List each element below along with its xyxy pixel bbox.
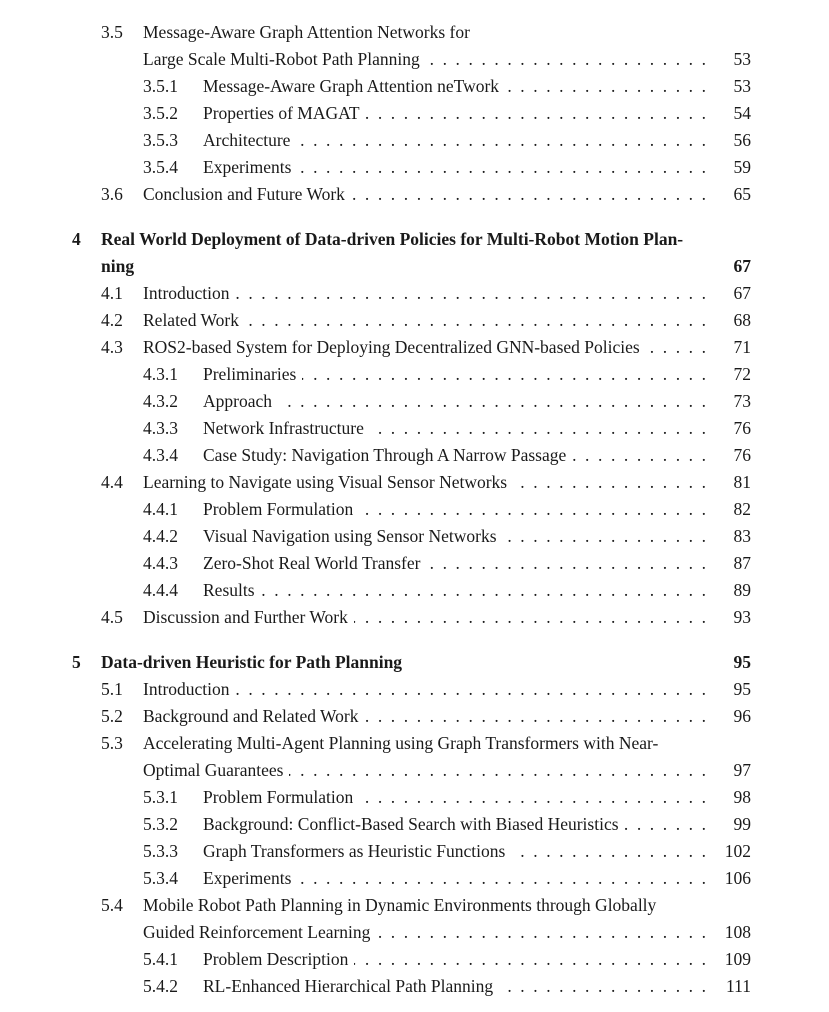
toc-entry-title-wrap xyxy=(203,388,708,415)
toc-entry-title-wrap xyxy=(143,604,708,631)
toc-entry-page-number[interactable]: 67 xyxy=(733,256,751,276)
toc-entry-title[interactable]: Related Work xyxy=(143,307,245,334)
toc-entry-title[interactable]: Preliminaries xyxy=(203,361,302,388)
toc-entry-page-number[interactable]: 53 xyxy=(733,76,751,96)
toc-entry-number: 4.3.2 xyxy=(143,391,178,411)
dot-leader xyxy=(370,415,708,442)
toc-entry-title-wrap xyxy=(203,838,708,865)
toc-entry-number: 5.1 xyxy=(101,679,123,699)
dot-leader xyxy=(366,100,708,127)
toc-entry-section[interactable] xyxy=(0,604,829,631)
toc-entry-title[interactable]: Introduction xyxy=(143,676,236,703)
toc-entry-page-number[interactable]: 95 xyxy=(733,679,751,699)
toc-entry-title-wrap xyxy=(143,334,708,361)
toc-entry-title-wrap xyxy=(143,892,708,919)
toc-entry-title[interactable]: Data-driven Heuristic for Path Planning xyxy=(101,649,408,676)
dot-leader xyxy=(513,469,708,496)
toc-entry-page-number[interactable]: 65 xyxy=(733,184,751,204)
toc-entry-section[interactable] xyxy=(0,676,829,703)
toc-entry-number: 5.4.2 xyxy=(143,976,178,996)
dot-leader xyxy=(426,46,708,73)
toc-entry-page-number[interactable]: 81 xyxy=(733,472,751,492)
dot-leader xyxy=(354,604,708,631)
toc-entry-sub[interactable] xyxy=(0,100,829,127)
dot-leader xyxy=(354,946,708,973)
toc-entry-number: 5.3.1 xyxy=(143,787,178,807)
toc-entry-title-wrap xyxy=(143,46,708,73)
toc-entry-title[interactable]: Conclusion and Future Work xyxy=(143,181,351,208)
toc-entry-sub[interactable] xyxy=(0,865,829,892)
toc-entry-title-wrap xyxy=(203,550,708,577)
toc-entry-title-wrap xyxy=(143,730,708,757)
toc-entry-number: 4.3 xyxy=(101,337,123,357)
toc-entry-number: 4.3.4 xyxy=(143,445,178,465)
toc-entry-page-number[interactable]: 102 xyxy=(724,841,751,861)
dot-leader xyxy=(511,838,708,865)
toc-entry-sub[interactable] xyxy=(0,577,829,604)
toc-entry-title-wrap xyxy=(143,703,708,730)
toc-entry-chapter[interactable] xyxy=(0,649,829,676)
toc-entry-title-wrap xyxy=(203,577,708,604)
dot-leader xyxy=(245,307,708,334)
toc-entry-section[interactable] xyxy=(0,307,829,334)
toc-entry-title-wrap xyxy=(143,280,708,307)
toc-entry-sub[interactable] xyxy=(0,73,829,100)
toc-entry-title[interactable]: Optimal Guarantees xyxy=(143,757,289,784)
toc-entry-page-number[interactable]: 87 xyxy=(733,553,751,573)
toc-entry-sub[interactable] xyxy=(0,523,829,550)
dot-leader xyxy=(297,865,708,892)
toc-entry-page-number[interactable]: 97 xyxy=(733,760,751,780)
toc-entry-page-number[interactable]: 93 xyxy=(733,607,751,627)
toc-entry-page-number[interactable]: 83 xyxy=(733,526,751,546)
dot-leader xyxy=(426,550,708,577)
toc-entry-title[interactable]: Real World Deployment of Data-driven Policies for Multi-Robot Motion Plan- xyxy=(101,226,689,253)
toc-entry-page-number[interactable]: 54 xyxy=(733,103,751,123)
toc-entry-title[interactable]: Message-Aware Graph Attention Networks for xyxy=(143,19,476,46)
toc-entry-page-number[interactable]: 96 xyxy=(733,706,751,726)
dot-leader xyxy=(359,496,708,523)
toc-entry-title-wrap xyxy=(143,676,708,703)
toc-entry-page-number[interactable]: 67 xyxy=(733,283,751,303)
toc-entry-sub[interactable] xyxy=(0,127,829,154)
toc-entry-title-wrap xyxy=(143,919,708,946)
toc-entry-number: 5 xyxy=(72,652,81,672)
toc-entry-title-wrap xyxy=(203,361,708,388)
toc-entry-section[interactable] xyxy=(0,46,829,73)
toc-entry-number: 4.4 xyxy=(101,472,123,492)
toc-entry-title[interactable]: Properties of MAGAT xyxy=(203,100,366,127)
dot-leader xyxy=(236,280,708,307)
toc-entry-sub[interactable] xyxy=(0,154,829,181)
toc-entry-sub[interactable] xyxy=(0,550,829,577)
dot-leader xyxy=(297,154,708,181)
toc-entry-title[interactable]: Discussion and Further Work xyxy=(143,604,354,631)
toc-entry-number: 4.3.1 xyxy=(143,364,178,384)
toc-entry-page-number[interactable]: 76 xyxy=(733,418,751,438)
toc-entry-number: 5.4 xyxy=(101,895,123,915)
toc-entry-page-number[interactable]: 73 xyxy=(733,391,751,411)
toc-entry-number: 4.4.1 xyxy=(143,499,178,519)
dot-leader xyxy=(499,973,708,1000)
dot-leader xyxy=(236,676,708,703)
toc-entry-title[interactable]: Architecture xyxy=(203,127,296,154)
toc-entry-number: 4.4.4 xyxy=(143,580,178,600)
toc-entry-title-wrap xyxy=(203,415,708,442)
toc-entry-number: 4.4.2 xyxy=(143,526,178,546)
toc-entry-title[interactable]: Introduction xyxy=(143,280,236,307)
dot-leader xyxy=(376,919,708,946)
toc-entry-number: 4.5 xyxy=(101,607,123,627)
toc-entry-number: 4.4.3 xyxy=(143,553,178,573)
toc-entry-title-wrap xyxy=(203,865,708,892)
toc-entry-page-number[interactable]: 53 xyxy=(733,49,751,69)
toc-entry-title-wrap xyxy=(203,946,708,973)
dot-leader xyxy=(505,73,708,100)
toc-entry-sub[interactable] xyxy=(0,811,829,838)
toc-entry-title[interactable]: Mobile Robot Path Planning in Dynamic Environments through Globally xyxy=(143,892,662,919)
toc-entry-page-number[interactable]: 72 xyxy=(733,364,751,384)
toc-entry-section[interactable] xyxy=(0,280,829,307)
toc-entry-title[interactable]: Case Study: Navigation Through A Narrow Passage xyxy=(203,442,572,469)
toc-entry-title-wrap xyxy=(101,226,741,253)
dot-leader xyxy=(646,334,708,361)
toc-entry-section[interactable] xyxy=(0,181,829,208)
toc-entry-page-number[interactable]: 99 xyxy=(733,814,751,834)
toc-entry-page-number[interactable]: 56 xyxy=(733,130,751,150)
toc-entry-sub[interactable] xyxy=(0,838,829,865)
toc-entry-sub[interactable] xyxy=(0,361,829,388)
toc-entry-page-number[interactable]: 108 xyxy=(724,922,751,942)
toc-entry-number: 3.5.4 xyxy=(143,157,178,177)
toc-entry-page-number[interactable]: 98 xyxy=(733,787,751,807)
toc-entry-number: 5.2 xyxy=(101,706,123,726)
dot-leader xyxy=(296,127,708,154)
toc-entry-title-wrap xyxy=(143,469,708,496)
toc-entry-title-wrap xyxy=(203,100,708,127)
toc-entry-sub[interactable] xyxy=(0,973,829,1000)
toc-entry-title[interactable]: Large Scale Multi-Robot Path Planning xyxy=(143,46,426,73)
toc-entry-section[interactable] xyxy=(0,757,829,784)
toc-entry-number: 3.5.1 xyxy=(143,76,178,96)
toc-entry-title[interactable]: Message-Aware Graph Attention neTwork xyxy=(203,73,505,100)
toc-entry-title[interactable]: RL-Enhanced Hierarchical Path Planning xyxy=(203,973,499,1000)
toc-entry-page-number[interactable]: 89 xyxy=(733,580,751,600)
toc-entry-title[interactable]: Problem Formulation xyxy=(203,496,359,523)
toc-entry-number: 5.3.2 xyxy=(143,814,178,834)
toc-entry-title-wrap xyxy=(203,811,708,838)
toc-entry-title[interactable]: Problem Description xyxy=(203,946,354,973)
dot-leader xyxy=(261,577,708,604)
toc-entry-title[interactable]: Accelerating Multi-Agent Planning using Graph Transformers with Near- xyxy=(143,730,664,757)
toc-entry-page-number[interactable]: 71 xyxy=(733,337,751,357)
toc-entry-number: 5.4.1 xyxy=(143,949,178,969)
toc-entry-title[interactable]: Background: Conflict-Based Search with Biased Heuristics xyxy=(203,811,625,838)
toc-entry-sub[interactable] xyxy=(0,442,829,469)
toc-entry-number: 3.5 xyxy=(101,22,123,42)
toc-entry-title[interactable]: Problem Formulation xyxy=(203,784,359,811)
toc-entry-page-number[interactable]: 95 xyxy=(733,652,751,672)
toc-entry-chapter[interactable] xyxy=(0,253,829,280)
toc-entry-title-wrap xyxy=(203,496,708,523)
toc-entry-title-wrap xyxy=(101,649,741,676)
toc-entry-section[interactable] xyxy=(0,703,829,730)
toc-entry-title[interactable]: Background and Related Work xyxy=(143,703,365,730)
toc-entry-chapter[interactable] xyxy=(0,226,829,253)
toc-entry-title-wrap xyxy=(203,523,708,550)
toc-entry-page-number[interactable]: 76 xyxy=(733,445,751,465)
toc-entry-title[interactable]: Experiments xyxy=(203,865,297,892)
toc-entry-title-wrap xyxy=(143,757,708,784)
toc-entry-title[interactable]: ROS2-based System for Deploying Decentralized GNN-based Policies xyxy=(143,334,646,361)
toc-entry-sub[interactable] xyxy=(0,496,829,523)
toc-entry-title[interactable]: Learning to Navigate using Visual Sensor Networks xyxy=(143,469,513,496)
toc-entry-number: 4.1 xyxy=(101,283,123,303)
toc-entry-title[interactable]: Network Infrastructure xyxy=(203,415,370,442)
toc-entry-page-number[interactable]: 82 xyxy=(733,499,751,519)
toc-entry-title-wrap xyxy=(203,154,708,181)
dot-leader xyxy=(625,811,708,838)
toc-entry-section[interactable] xyxy=(0,730,829,757)
toc-entry-title-wrap xyxy=(203,73,708,100)
toc-entry-title[interactable]: Graph Transformers as Heuristic Functions xyxy=(203,838,511,865)
toc-entry-number: 5.3 xyxy=(101,733,123,753)
toc-entry-section[interactable] xyxy=(0,19,829,46)
toc-entry-page-number[interactable]: 111 xyxy=(726,976,751,996)
toc-entry-title[interactable]: Guided Reinforcement Learning xyxy=(143,919,376,946)
toc-entry-title-wrap xyxy=(143,181,708,208)
toc-entry-number: 4 xyxy=(72,229,81,249)
toc-entry-page-number[interactable]: 68 xyxy=(733,310,751,330)
toc-entry-number: 5.3.4 xyxy=(143,868,178,888)
toc-entry-title[interactable]: ning xyxy=(101,253,140,280)
toc-entry-sub[interactable] xyxy=(0,946,829,973)
toc-entry-title[interactable]: Visual Navigation using Sensor Networks xyxy=(203,523,503,550)
dot-leader xyxy=(365,703,708,730)
toc-entry-title[interactable]: Results xyxy=(203,577,261,604)
toc-entry-title[interactable]: Zero-Shot Real World Transfer xyxy=(203,550,426,577)
toc-entry-sub[interactable] xyxy=(0,784,829,811)
toc-entry-section[interactable] xyxy=(0,892,829,919)
toc-entry-section[interactable] xyxy=(0,469,829,496)
toc-entry-page-number[interactable]: 109 xyxy=(724,949,751,969)
toc-entry-sub[interactable] xyxy=(0,415,829,442)
toc-entry-number: 3.5.3 xyxy=(143,130,178,150)
toc-entry-title-wrap xyxy=(143,19,708,46)
toc-entry-number: 4.3.3 xyxy=(143,418,178,438)
dot-leader xyxy=(289,757,708,784)
dot-leader xyxy=(503,523,708,550)
toc-entry-title-wrap xyxy=(203,784,708,811)
toc-entry-title-wrap xyxy=(143,307,708,334)
toc-entry-number: 4.2 xyxy=(101,310,123,330)
toc-entry-title-wrap xyxy=(203,442,708,469)
toc-entry-page-number[interactable]: 106 xyxy=(724,868,751,888)
toc-entry-page-number[interactable]: 59 xyxy=(733,157,751,177)
toc-entry-sub[interactable] xyxy=(0,388,829,415)
toc-entry-number: 5.3.3 xyxy=(143,841,178,861)
dot-leader xyxy=(302,361,708,388)
toc-entry-title-wrap xyxy=(101,253,741,280)
toc-entry-title-wrap xyxy=(203,973,708,1000)
toc-entry-title-wrap xyxy=(203,127,708,154)
toc-entry-section[interactable] xyxy=(0,919,829,946)
dot-leader xyxy=(278,388,708,415)
toc-entry-number: 3.5.2 xyxy=(143,103,178,123)
toc-entry-title[interactable]: Experiments xyxy=(203,154,297,181)
dot-leader xyxy=(351,181,708,208)
toc-entry-section[interactable] xyxy=(0,334,829,361)
dot-leader xyxy=(359,784,708,811)
dot-leader xyxy=(572,442,708,469)
toc-entry-title[interactable]: Approach xyxy=(203,388,278,415)
toc-entry-number: 3.6 xyxy=(101,184,123,204)
